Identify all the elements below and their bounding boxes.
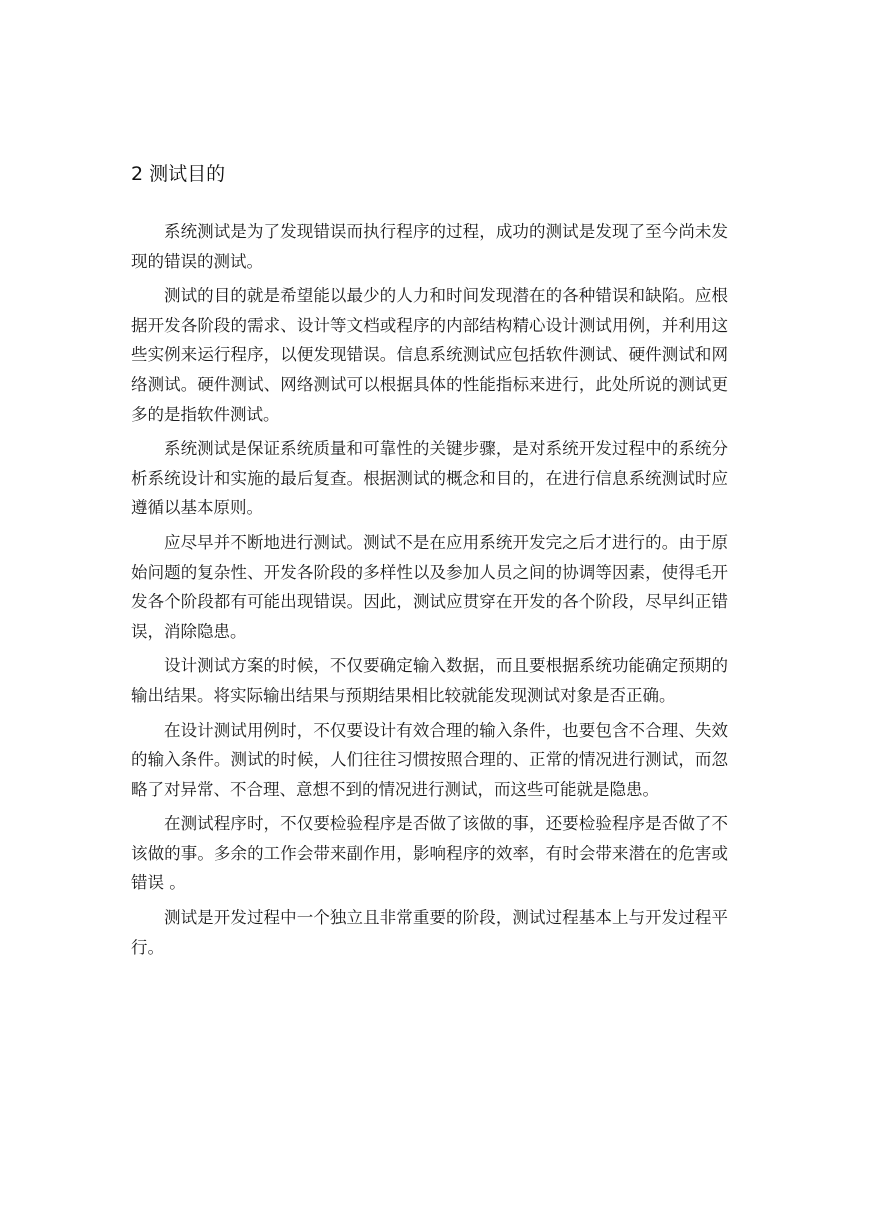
paragraph: 在测试程序时，不仅要检验程序是否做了该做的事，还要检验程序是否做了不该做的事。多余的工作会带来副作用，影响程序的效率，有时会带来潜在的危害或错误 。: [131, 814, 728, 893]
paragraph: 系统测试是为了发现错误而执行程序的过程，成功的测试是发现了至今尚未发现的错误的测试。: [131, 222, 728, 271]
paragraph: 在设计测试用例时，不仅要设计有效合理的输入条件，也要包含不合理、失效的输入条件。测试的时候，人们往往习惯按照合理的、正常的情况进行测试，而忽略了对异常、不合理、意想不到的情况进行测试，而这些可能就是隐患。: [131, 720, 728, 799]
paragraph: 测试是开发过程中一个独立且非常重要的阶段，测试过程基本上与开发过程平行。: [131, 908, 728, 957]
section-heading: 2 测试目的: [131, 163, 226, 185]
paragraph: 应尽早并不断地进行测试。测试不是在应用系统开发完之后才进行的。由于原始问题的复杂性、开发各阶段的多样性以及参加人员之间的协调等因素，使得毛开发各个阶段都有可能出现错误。因此，测试应贯穿在开发的各个阶段，尽早纠正错误，消除隐患。: [131, 532, 728, 641]
paragraph: 设计测试方案的时候，不仅要确定输入数据，而且要根据系统功能确定预期的输出结果。将实际输出结果与预期结果相比较就能发现测试对象是否正确。: [131, 656, 728, 705]
paragraph: 测试的目的就是希望能以最少的人力和时间发现潜在的各种错误和缺陷。应根据开发各阶段的需求、设计等文档或程序的内部结构精心设计测试用例，并利用这些实例来运行程序，以便发现错误。信息系统测试应包括软件测试、硬件测试和网络测试。硬件测试、网络测试可以根据具体的性能指标来进行，此处所说的测试更多的是指软件测试。: [131, 286, 728, 424]
paragraph: 系统测试是保证系统质量和可靠性的关键步骤，是对系统开发过程中的系统分析系统设计和实施的最后复查。根据测试的概念和目的，在进行信息系统测试时应遵循以基本原则。: [131, 439, 728, 518]
section-body: [131, 217, 728, 967]
